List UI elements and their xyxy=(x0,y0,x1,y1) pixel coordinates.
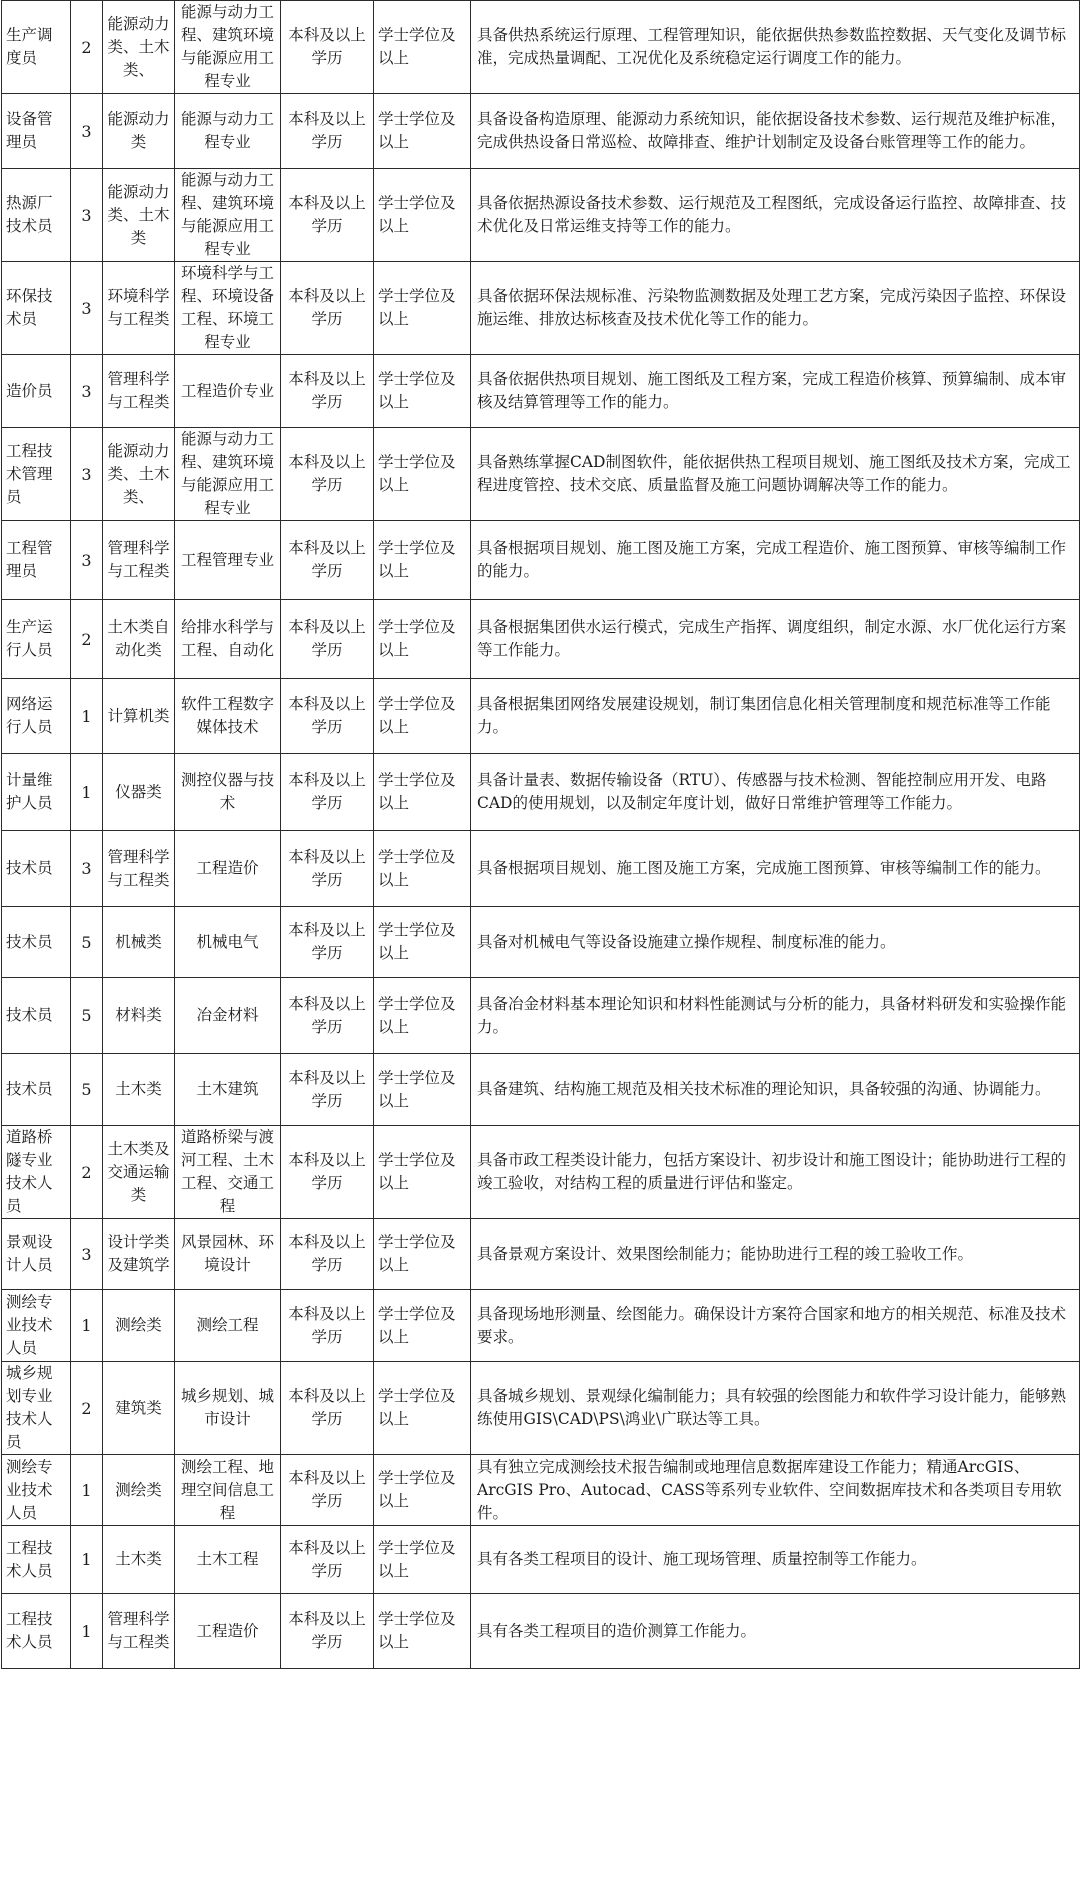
cell-major-category: 土木类自动化类 xyxy=(103,600,175,679)
cell-requirement: 具备景观方案设计、效果图绘制能力；能协助进行工程的竣工验收工作。 xyxy=(471,1219,1080,1290)
cell-major-category: 土木类 xyxy=(103,1526,175,1594)
cell-major-category: 能源动力类、土木类、 xyxy=(103,1,175,94)
table-row xyxy=(2,1054,1080,1126)
cell-education: 本科及以上学历 xyxy=(281,428,374,521)
recruitment-table xyxy=(1,0,1080,1669)
cell-count: 3 xyxy=(71,169,103,262)
cell-education: 本科及以上学历 xyxy=(281,600,374,679)
cell-education: 本科及以上学历 xyxy=(281,1526,374,1594)
table-row xyxy=(2,978,1080,1054)
cell-major-category: 能源动力类 xyxy=(103,94,175,169)
cell-position: 计量维护人员 xyxy=(2,754,71,831)
cell-education: 本科及以上学历 xyxy=(281,262,374,355)
cell-requirement: 具备冶金材料基本理论知识和材料性能测试与分析的能力，具备材料研发和实验操作能力。 xyxy=(471,978,1080,1054)
cell-position: 技术员 xyxy=(2,1054,71,1126)
cell-major: 能源与动力工程、建筑环境与能源应用工程专业 xyxy=(175,1,281,94)
cell-education: 本科及以上学历 xyxy=(281,679,374,754)
cell-major: 测控仪器与技术 xyxy=(175,754,281,831)
cell-major: 测绘工程、地理空间信息工程 xyxy=(175,1455,281,1526)
cell-count: 3 xyxy=(71,355,103,428)
cell-position: 设备管理员 xyxy=(2,94,71,169)
cell-requirement: 具备城乡规划、景观绿化编制能力；具有较强的绘图能力和软件学习设计能力，能够熟练使用GIS\CAD\PS\鸿业\广联达等工具。 xyxy=(471,1362,1080,1455)
cell-position: 环保技术员 xyxy=(2,262,71,355)
table-row xyxy=(2,1455,1080,1526)
cell-position: 工程管理员 xyxy=(2,521,71,600)
cell-count: 5 xyxy=(71,1054,103,1126)
cell-education: 本科及以上学历 xyxy=(281,754,374,831)
cell-requirement: 具备根据项目规划、施工图及施工方案，完成施工图预算、审核等编制工作的能力。 xyxy=(471,831,1080,907)
table-row xyxy=(2,1362,1080,1455)
cell-education: 本科及以上学历 xyxy=(281,1594,374,1669)
cell-position: 网络运行人员 xyxy=(2,679,71,754)
cell-degree: 学士学位及以上 xyxy=(374,600,471,679)
cell-position: 工程技术管理员 xyxy=(2,428,71,521)
cell-education: 本科及以上学历 xyxy=(281,907,374,978)
cell-position: 工程技术人员 xyxy=(2,1526,71,1594)
cell-requirement: 具备设备构造原理、能源动力系统知识，能依据设备技术参数、运行规范及维护标准，完成供热设备日常巡检、故障排查、维护计划制定及设备台账管理等工作的能力。 xyxy=(471,94,1080,169)
cell-degree: 学士学位及以上 xyxy=(374,169,471,262)
cell-degree: 学士学位及以上 xyxy=(374,754,471,831)
cell-requirement: 具备根据集团供水运行模式，完成生产指挥、调度组织，制定水源、水厂优化运行方案等工作能力。 xyxy=(471,600,1080,679)
cell-degree: 学士学位及以上 xyxy=(374,521,471,600)
cell-requirement: 具备现场地形测量、绘图能力。确保设计方案符合国家和地方的相关规范、标准及技术要求。 xyxy=(471,1290,1080,1362)
cell-position: 生产调度员 xyxy=(2,1,71,94)
cell-requirement: 具有各类工程项目的造价测算工作能力。 xyxy=(471,1594,1080,1669)
cell-education: 本科及以上学历 xyxy=(281,1,374,94)
table-row xyxy=(2,355,1080,428)
cell-major: 道路桥梁与渡河工程、土木工程、交通工程 xyxy=(175,1126,281,1219)
cell-major: 风景园林、环境设计 xyxy=(175,1219,281,1290)
cell-requirement: 具备市政工程类设计能力，包括方案设计、初步设计和施工图设计；能协助进行工程的竣工验收，对结构工程的质量进行评估和鉴定。 xyxy=(471,1126,1080,1219)
table-row xyxy=(2,1219,1080,1290)
cell-position: 造价员 xyxy=(2,355,71,428)
cell-major: 工程造价 xyxy=(175,1594,281,1669)
cell-major: 给排水科学与工程、自动化 xyxy=(175,600,281,679)
cell-major-category: 计算机类 xyxy=(103,679,175,754)
cell-major-category: 管理科学与工程类 xyxy=(103,521,175,600)
cell-major-category: 测绘类 xyxy=(103,1455,175,1526)
cell-degree: 学士学位及以上 xyxy=(374,262,471,355)
cell-major: 工程管理专业 xyxy=(175,521,281,600)
cell-major-category: 管理科学与工程类 xyxy=(103,831,175,907)
cell-requirement: 具备供热系统运行原理、工程管理知识，能依据供热参数监控数据、天气变化及调节标准，完成热量调配、工况优化及系统稳定运行调度工作的能力。 xyxy=(471,1,1080,94)
cell-count: 1 xyxy=(71,1290,103,1362)
cell-degree: 学士学位及以上 xyxy=(374,831,471,907)
cell-major: 土木工程 xyxy=(175,1526,281,1594)
cell-education: 本科及以上学历 xyxy=(281,94,374,169)
table-row xyxy=(2,1290,1080,1362)
cell-major-category: 环境科学与工程类 xyxy=(103,262,175,355)
cell-count: 2 xyxy=(71,1126,103,1219)
cell-degree: 学士学位及以上 xyxy=(374,428,471,521)
cell-degree: 学士学位及以上 xyxy=(374,1526,471,1594)
cell-requirement: 具备依据供热项目规划、施工图纸及工程方案，完成工程造价核算、预算编制、成本审核及结算管理等工作的能力。 xyxy=(471,355,1080,428)
cell-major-category: 设计学类及建筑学 xyxy=(103,1219,175,1290)
cell-major-category: 机械类 xyxy=(103,907,175,978)
cell-major: 测绘工程 xyxy=(175,1290,281,1362)
cell-major: 工程造价 xyxy=(175,831,281,907)
table-row xyxy=(2,521,1080,600)
cell-major-category: 材料类 xyxy=(103,978,175,1054)
cell-major: 能源与动力工程、建筑环境与能源应用工程专业 xyxy=(175,169,281,262)
table-row xyxy=(2,1526,1080,1594)
cell-requirement: 具备熟练掌握CAD制图软件，能依据供热工程项目规划、施工图纸及技术方案，完成工程进度管控、技术交底、质量监督及施工问题协调解决等工作的能力。 xyxy=(471,428,1080,521)
cell-position: 技术员 xyxy=(2,907,71,978)
cell-major-category: 建筑类 xyxy=(103,1362,175,1455)
cell-education: 本科及以上学历 xyxy=(281,1455,374,1526)
cell-major: 土木建筑 xyxy=(175,1054,281,1126)
cell-position: 测绘专业技术人员 xyxy=(2,1455,71,1526)
cell-major: 冶金材料 xyxy=(175,978,281,1054)
cell-count: 2 xyxy=(71,1362,103,1455)
cell-education: 本科及以上学历 xyxy=(281,1362,374,1455)
cell-count: 3 xyxy=(71,428,103,521)
table-row xyxy=(2,428,1080,521)
cell-count: 1 xyxy=(71,754,103,831)
cell-position: 技术员 xyxy=(2,978,71,1054)
cell-major-category: 能源动力类、土木类、 xyxy=(103,428,175,521)
cell-major-category: 管理科学与工程类 xyxy=(103,355,175,428)
cell-requirement: 具备根据集团网络发展建设规划，制订集团信息化相关管理制度和规范标准等工作能力。 xyxy=(471,679,1080,754)
cell-requirement: 具备根据项目规划、施工图及施工方案，完成工程造价、施工图预算、审核等编制工作的能力。 xyxy=(471,521,1080,600)
table-row xyxy=(2,169,1080,262)
cell-major-category: 测绘类 xyxy=(103,1290,175,1362)
cell-education: 本科及以上学历 xyxy=(281,978,374,1054)
cell-degree: 学士学位及以上 xyxy=(374,355,471,428)
cell-degree: 学士学位及以上 xyxy=(374,1362,471,1455)
table-row xyxy=(2,1126,1080,1219)
cell-education: 本科及以上学历 xyxy=(281,169,374,262)
cell-education: 本科及以上学历 xyxy=(281,1219,374,1290)
table-row xyxy=(2,262,1080,355)
cell-degree: 学士学位及以上 xyxy=(374,1594,471,1669)
cell-count: 1 xyxy=(71,1526,103,1594)
cell-major: 机械电气 xyxy=(175,907,281,978)
cell-count: 5 xyxy=(71,907,103,978)
cell-requirement: 具备依据热源设备技术参数、运行规范及工程图纸，完成设备运行监控、故障排查、技术优化及日常运维支持等工作的能力。 xyxy=(471,169,1080,262)
cell-degree: 学士学位及以上 xyxy=(374,1219,471,1290)
cell-major: 软件工程数字媒体技术 xyxy=(175,679,281,754)
cell-education: 本科及以上学历 xyxy=(281,1054,374,1126)
cell-degree: 学士学位及以上 xyxy=(374,679,471,754)
cell-position: 测绘专业技术人员 xyxy=(2,1290,71,1362)
table-row xyxy=(2,754,1080,831)
table-row xyxy=(2,679,1080,754)
cell-position: 热源厂技术员 xyxy=(2,169,71,262)
cell-major: 能源与动力工程专业 xyxy=(175,94,281,169)
cell-count: 3 xyxy=(71,1219,103,1290)
table-row xyxy=(2,1,1080,94)
cell-major: 能源与动力工程、建筑环境与能源应用工程专业 xyxy=(175,428,281,521)
cell-requirement: 具有独立完成测绘技术报告编制或地理信息数据库建设工作能力；精通ArcGIS、ArcGIS Pro、Autocad、CASS等系列专业软件、空间数据库技术和各类项目专用软件。 xyxy=(471,1455,1080,1526)
cell-position: 技术员 xyxy=(2,831,71,907)
cell-degree: 学士学位及以上 xyxy=(374,978,471,1054)
cell-education: 本科及以上学历 xyxy=(281,521,374,600)
cell-education: 本科及以上学历 xyxy=(281,355,374,428)
cell-count: 3 xyxy=(71,262,103,355)
cell-position: 道路桥隧专业技术人员 xyxy=(2,1126,71,1219)
cell-degree: 学士学位及以上 xyxy=(374,1455,471,1526)
cell-requirement: 具备对机械电气等设备设施建立操作规程、制度标准的能力。 xyxy=(471,907,1080,978)
cell-position: 生产运行人员 xyxy=(2,600,71,679)
cell-degree: 学士学位及以上 xyxy=(374,1290,471,1362)
cell-requirement: 具备建筑、结构施工规范及相关技术标准的理论知识，具备较强的沟通、协调能力。 xyxy=(471,1054,1080,1126)
cell-major-category: 土木类及交通运输类 xyxy=(103,1126,175,1219)
cell-count: 1 xyxy=(71,1594,103,1669)
cell-degree: 学士学位及以上 xyxy=(374,1126,471,1219)
cell-position: 城乡规划专业技术人员 xyxy=(2,1362,71,1455)
cell-degree: 学士学位及以上 xyxy=(374,1,471,94)
cell-degree: 学士学位及以上 xyxy=(374,94,471,169)
cell-count: 5 xyxy=(71,978,103,1054)
cell-degree: 学士学位及以上 xyxy=(374,907,471,978)
cell-education: 本科及以上学历 xyxy=(281,1290,374,1362)
table-row xyxy=(2,600,1080,679)
cell-education: 本科及以上学历 xyxy=(281,1126,374,1219)
cell-major: 工程造价专业 xyxy=(175,355,281,428)
table-row xyxy=(2,1594,1080,1669)
cell-position: 景观设计人员 xyxy=(2,1219,71,1290)
cell-major-category: 土木类 xyxy=(103,1054,175,1126)
cell-education: 本科及以上学历 xyxy=(281,831,374,907)
cell-requirement: 具备计量表、数据传输设备（RTU）、传感器与技术检测、智能控制应用开发、电路CAD的使用规划，以及制定年度计划，做好日常维护管理等工作能力。 xyxy=(471,754,1080,831)
cell-count: 1 xyxy=(71,679,103,754)
cell-position: 工程技术人员 xyxy=(2,1594,71,1669)
cell-count: 3 xyxy=(71,94,103,169)
cell-major: 环境科学与工程、环境设备工程、环境工程专业 xyxy=(175,262,281,355)
cell-major-category: 能源动力类、土木类 xyxy=(103,169,175,262)
cell-major-category: 管理科学与工程类 xyxy=(103,1594,175,1669)
cell-count: 1 xyxy=(71,1455,103,1526)
cell-major-category: 仪器类 xyxy=(103,754,175,831)
table-row xyxy=(2,907,1080,978)
cell-count: 3 xyxy=(71,521,103,600)
cell-major: 城乡规划、城市设计 xyxy=(175,1362,281,1455)
cell-requirement: 具有各类工程项目的设计、施工现场管理、质量控制等工作能力。 xyxy=(471,1526,1080,1594)
cell-count: 3 xyxy=(71,831,103,907)
cell-degree: 学士学位及以上 xyxy=(374,1054,471,1126)
cell-count: 2 xyxy=(71,1,103,94)
table-row xyxy=(2,831,1080,907)
cell-requirement: 具备依据环保法规标准、污染物监测数据及处理工艺方案，完成污染因子监控、环保设施运维、排放达标核查及技术优化等工作的能力。 xyxy=(471,262,1080,355)
table-row xyxy=(2,94,1080,169)
cell-count: 2 xyxy=(71,600,103,679)
